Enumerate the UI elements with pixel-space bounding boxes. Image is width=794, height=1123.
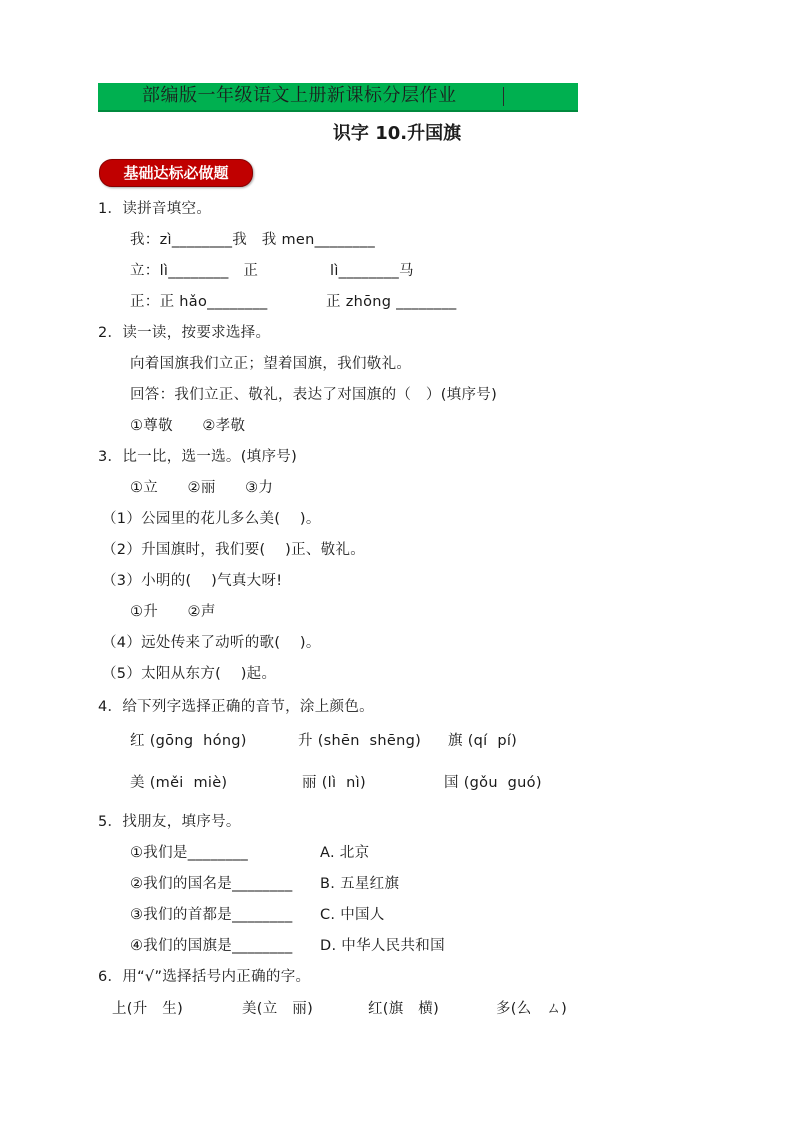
q1-row3-right: 正 zhōng ________ xyxy=(326,294,457,310)
q5-left-1: ①我们是________ xyxy=(130,845,249,861)
q6-item-4: 多(么 ㄙ) xyxy=(496,1001,568,1017)
q1-stem: 1．读拼音填空。 xyxy=(98,201,212,217)
q5-right-2: B. 五星红旗 xyxy=(320,876,400,892)
q2-ask: 回答：我们立正、敬礼，表达了对国旗的（ ）(填序号) xyxy=(130,387,498,403)
q3-sentence-2: （2）升国旗时，我们要( )正、敬礼。 xyxy=(102,542,366,558)
section-badge-label: 基础达标必做题 xyxy=(123,164,229,182)
q2-text: 向着国旗我们立正；望着国旗，我们敬礼。 xyxy=(130,356,412,372)
q4-word-sheng: 升 (shēn shēng) xyxy=(298,733,422,749)
q6-stem: 6．用“√”选择括号内正确的字。 xyxy=(98,969,311,985)
page-title: 识字 10.升国旗 xyxy=(332,123,462,144)
q4-stem: 4．给下列字选择正确的音节，涂上颜色。 xyxy=(98,699,374,715)
q4-word-hong: 红 (gōng hóng) xyxy=(130,733,247,749)
q5-right-1: A. 北京 xyxy=(320,845,370,861)
q5-left-3: ③我们的首都是________ xyxy=(130,907,293,923)
q5-left-4: ④我们的国旗是________ xyxy=(130,938,293,954)
q4-word-li: 丽 (lì nì) xyxy=(302,775,366,791)
q3-sentence-1: （1）公园里的花儿多么美( )。 xyxy=(102,511,321,527)
q3-sentence-5: （5）太阳从东方( )起。 xyxy=(102,666,277,682)
q1-row2-left: 立：lì________ 正 xyxy=(130,263,259,279)
section-badge xyxy=(99,159,253,187)
q5-right-3: C. 中国人 xyxy=(320,907,385,923)
q3-sentence-4: （4）远处传来了动听的歌( )。 xyxy=(102,635,321,651)
q3-stem: 3．比一比，选一选。(填序号) xyxy=(98,449,298,465)
header-banner xyxy=(98,83,578,112)
q3-sentence-3: （3）小明的( )气真大呀! xyxy=(102,573,283,589)
q6-item-3: 红(旗 横) xyxy=(368,1001,440,1017)
q1-row3-left: 正：正 hǎo________ xyxy=(130,294,268,310)
q4-word-qi: 旗 (qí pí) xyxy=(448,733,518,749)
banner-divider xyxy=(503,87,504,106)
q2-stem: 2．读一读，按要求选择。 xyxy=(98,325,271,341)
q1-row1: 我：zì________我 我 men________ xyxy=(130,232,376,248)
q5-right-4: D. 中华人民共和国 xyxy=(320,938,445,954)
q6-item-2: 美(立 丽) xyxy=(242,1001,314,1017)
q5-stem: 5．找朋友，填序号。 xyxy=(98,814,241,830)
q5-left-2: ②我们的国名是________ xyxy=(130,876,293,892)
q3-options-2: ①升 ②声 xyxy=(130,604,216,620)
q3-options-1: ①立 ②丽 ③力 xyxy=(130,480,274,496)
q2-options: ①尊敬 ②孝敬 xyxy=(130,418,246,434)
banner-text: 部编版一年级语文上册新课标分层作业 xyxy=(142,85,457,106)
q6-item-1: 上(升 生) xyxy=(112,1001,184,1017)
q1-row2-right: lì________马 xyxy=(330,263,414,279)
q4-word-guo: 国 (gǒu guó) xyxy=(444,775,542,791)
q4-word-mei: 美 (měi miè) xyxy=(130,775,228,791)
